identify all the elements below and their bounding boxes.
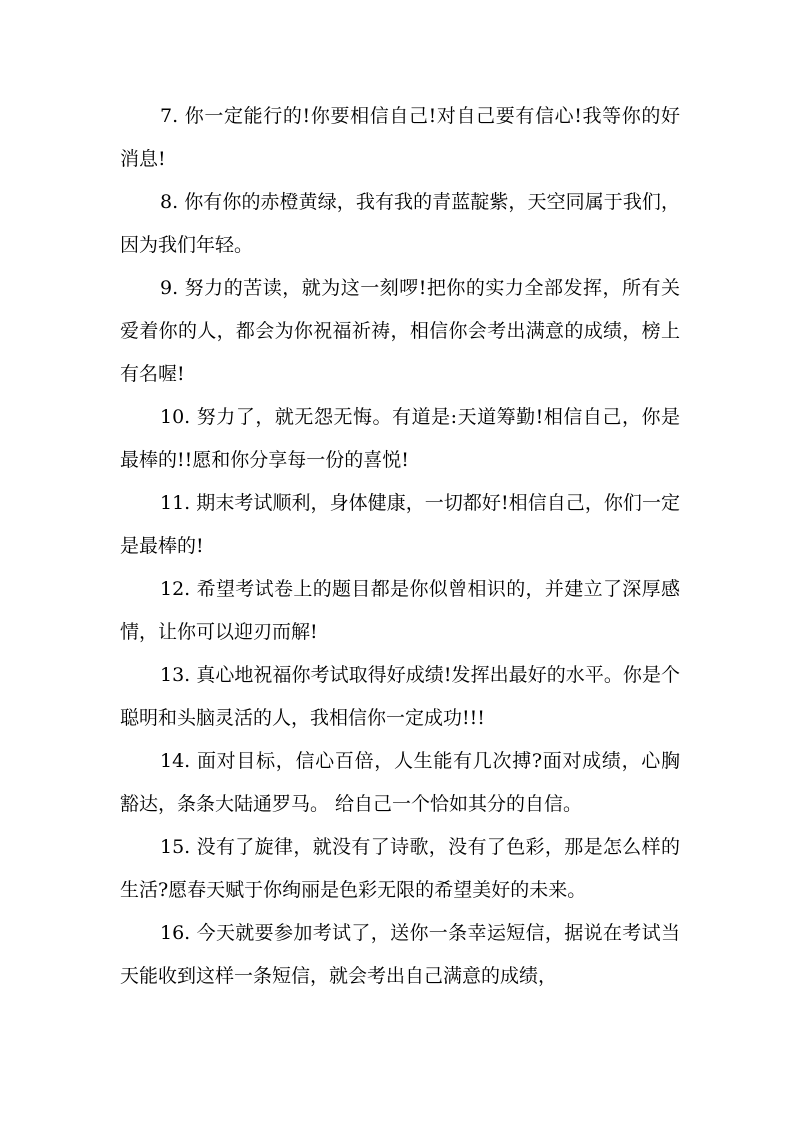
paragraph-7: 7. 你一定能行的!你要相信自己!对自己要有信心!我等你的好消息!: [120, 105, 680, 170]
paragraph-16: 16. 今天就要参加考试了，送你一条幸运短信，据说在考试当天能收到这样一条短信，就会考出自己满意的成绩，: [120, 922, 680, 987]
paragraph-14: 14. 面对目标，信心百倍，人生能有几次搏?面对成绩，心胸豁达，条条大陆通罗马。 给自己一个恰如其分的自信。: [120, 750, 680, 815]
paragraph-15: 15. 没有了旋律，就没有了诗歌，没有了色彩，那是怎么样的生活?愿春天赋于你绚丽是色彩无限的希望美好的未来。: [120, 836, 680, 901]
paragraph-10: 10. 努力了，就无怨无悔。有道是:天道筹勤!相信自己，你是最棒的!!愿和你分享每一份的喜悦!: [120, 406, 680, 471]
paragraph-13: 13. 真心地祝福你考试取得好成绩!发挥出最好的水平。你是个聪明和头脑灵活的人，我相信你一定成功!!!: [120, 664, 680, 729]
paragraph-9: 9. 努力的苦读，就为这一刻啰!把你的实力全部发挥，所有关爱着你的人，都会为你祝福祈祷，相信你会考出满意的成绩，榜上有名喔!: [120, 277, 680, 385]
paragraph-12: 12. 希望考试卷上的题目都是你似曾相识的，并建立了深厚感情，让你可以迎刃而解!: [120, 578, 680, 643]
document-page: [120, 95, 680, 998]
paragraph-8: 8. 你有你的赤橙黄绿，我有我的青蓝靛紫，天空同属于我们，因为我们年轻。: [120, 191, 680, 256]
paragraph-11: 11. 期末考试顺利，身体健康，一切都好!相信自己，你们一定是最棒的!: [120, 492, 680, 557]
